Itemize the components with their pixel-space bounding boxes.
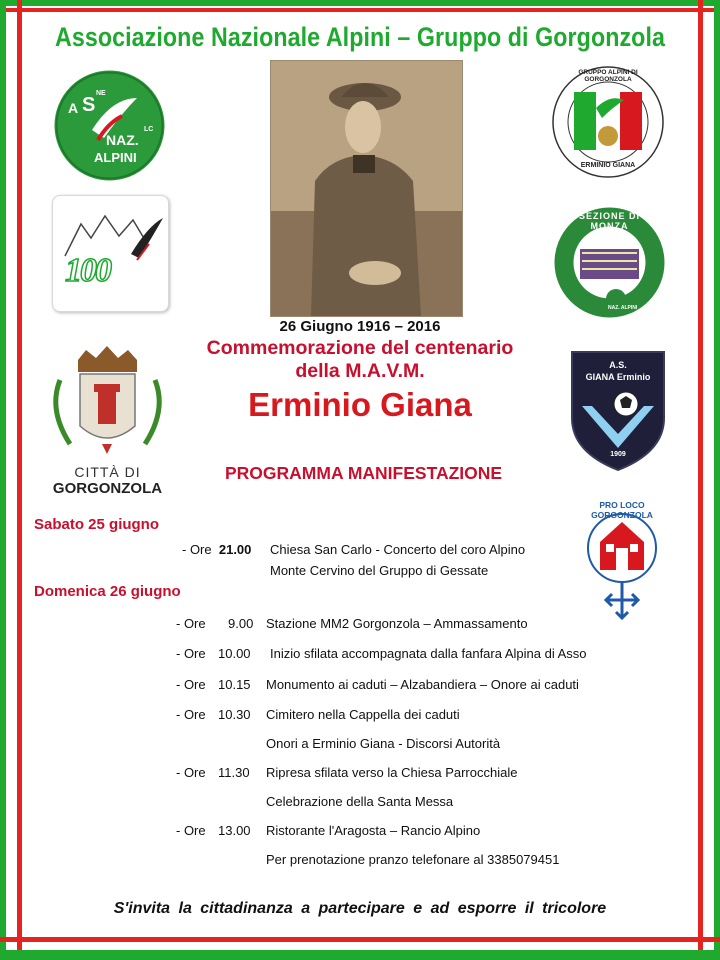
- commemoration-line2: della M.A.V.M.: [295, 360, 425, 382]
- day1-heading: Sabato 25 giugno: [34, 516, 160, 533]
- giana-year: 1909: [610, 451, 626, 458]
- schedule-time: 10.00: [218, 646, 251, 661]
- commemoration-line1: Commemorazione del centenario: [206, 337, 514, 359]
- border-right-red: [698, 0, 703, 960]
- schedule-time: 13.00: [218, 823, 251, 838]
- schedule-prefix: - Ore: [176, 677, 206, 692]
- portrait-photo: [270, 60, 463, 317]
- schedule-prefix: - Ore: [176, 616, 206, 631]
- day2-heading: Domenica 26 giugno: [34, 583, 181, 600]
- ana-ne: NE: [96, 90, 106, 97]
- programma-heading: PROGRAMMA MANIFESTAZIONE: [225, 463, 503, 483]
- schedule-desc-2: Per prenotazione pranzo telefonare al 3385079451: [266, 852, 560, 867]
- ana-letter-s: S: [82, 94, 96, 116]
- gruppo-alpini-logo: [552, 66, 664, 178]
- ana-naz: NAZ.: [106, 132, 139, 148]
- schedule-prefix: - Ore: [176, 823, 206, 838]
- sezione-monza-logo: [552, 205, 667, 320]
- row-time: 21.00: [218, 542, 252, 557]
- schedule-desc-2: Monte Cervino del Gruppo di Gessate: [270, 563, 489, 578]
- schedule-row: [182, 542, 251, 557]
- schedule-desc: Cimitero nella Cappella dei caduti: [266, 707, 460, 722]
- giana-line2: GIANA Erminio: [585, 372, 651, 382]
- centenary-number: 100: [65, 252, 110, 289]
- honoree-name: Erminio Giana: [248, 386, 472, 423]
- border-right-green: [714, 0, 720, 960]
- border-top-green: [0, 0, 720, 6]
- proloco-ring-text: PRO LOCO GORGONZOLA: [591, 500, 653, 520]
- page-title: Associazione Nazionale Alpini – Gruppo di Gorgonzola: [55, 22, 665, 52]
- schedule-prefix: - Ore: [176, 707, 206, 722]
- border-top-red: [0, 8, 720, 12]
- schedule-desc-2: Onori a Erminio Giana - Discorsi Autorità: [266, 736, 501, 751]
- schedule-desc: Ristorante l'Aragosta – Rancio Alpino: [266, 823, 481, 838]
- border-bottom-red: [0, 937, 720, 942]
- border-bottom-green: [0, 950, 720, 960]
- schedule-desc: Stazione MM2 Gorgonzola – Ammassamento: [266, 616, 528, 631]
- schedule-desc: Inizio sfilata accompagnata dalla fanfara Alpina di Asso: [270, 646, 587, 661]
- border-left-red: [17, 0, 22, 960]
- footer-invitation: S'invita la cittadinanza a partecipare e ad esporre il tricolore: [113, 900, 607, 917]
- schedule-time: 11.30: [218, 765, 250, 780]
- proloco-logo: [572, 500, 672, 622]
- monza-ring-text: SEZIONE DI MONZA: [578, 211, 640, 231]
- schedule-prefix: - Ore: [176, 646, 206, 661]
- row-prefix: - Ore: [182, 542, 212, 557]
- monza-small-text: NAZ. ALPINI: [608, 305, 638, 311]
- ana-logo: [52, 68, 167, 183]
- ana-alpini: ALPINI: [94, 150, 137, 165]
- ana-letter-a: A: [68, 100, 79, 116]
- schedule-prefix: - Ore: [176, 765, 206, 780]
- schedule-time: 10.15: [218, 677, 251, 692]
- schedule-desc: Ripresa sfilata verso la Chiesa Parrocchiale: [266, 765, 518, 780]
- commemoration-title: [0, 337, 720, 383]
- citta-line2: GORGONZOLA: [52, 480, 163, 497]
- centenary-logo: [52, 195, 169, 312]
- schedule-time: 10.30: [218, 707, 251, 722]
- ana-lc: LC: [144, 126, 154, 133]
- giana-line1: A.S.: [609, 360, 627, 370]
- schedule-desc: Monumento ai caduti – Alzabandiera – Onore ai caduti: [266, 677, 579, 692]
- citta-line1: CITTÀ DI: [74, 464, 141, 480]
- schedule-time: 9.00: [228, 616, 254, 631]
- schedule-desc-2: Celebrazione della Santa Messa: [266, 794, 454, 809]
- event-date: 26 Giugno 1916 – 2016: [279, 318, 441, 335]
- gruppo-bottom-text: ERMINIO GIANA: [580, 162, 636, 169]
- schedule-desc: Chiesa San Carlo - Concerto del coro Alpino: [270, 542, 526, 557]
- border-left-green: [0, 0, 6, 960]
- gruppo-ring-text: GRUPPO ALPINI DI GORGONZOLA: [578, 69, 638, 83]
